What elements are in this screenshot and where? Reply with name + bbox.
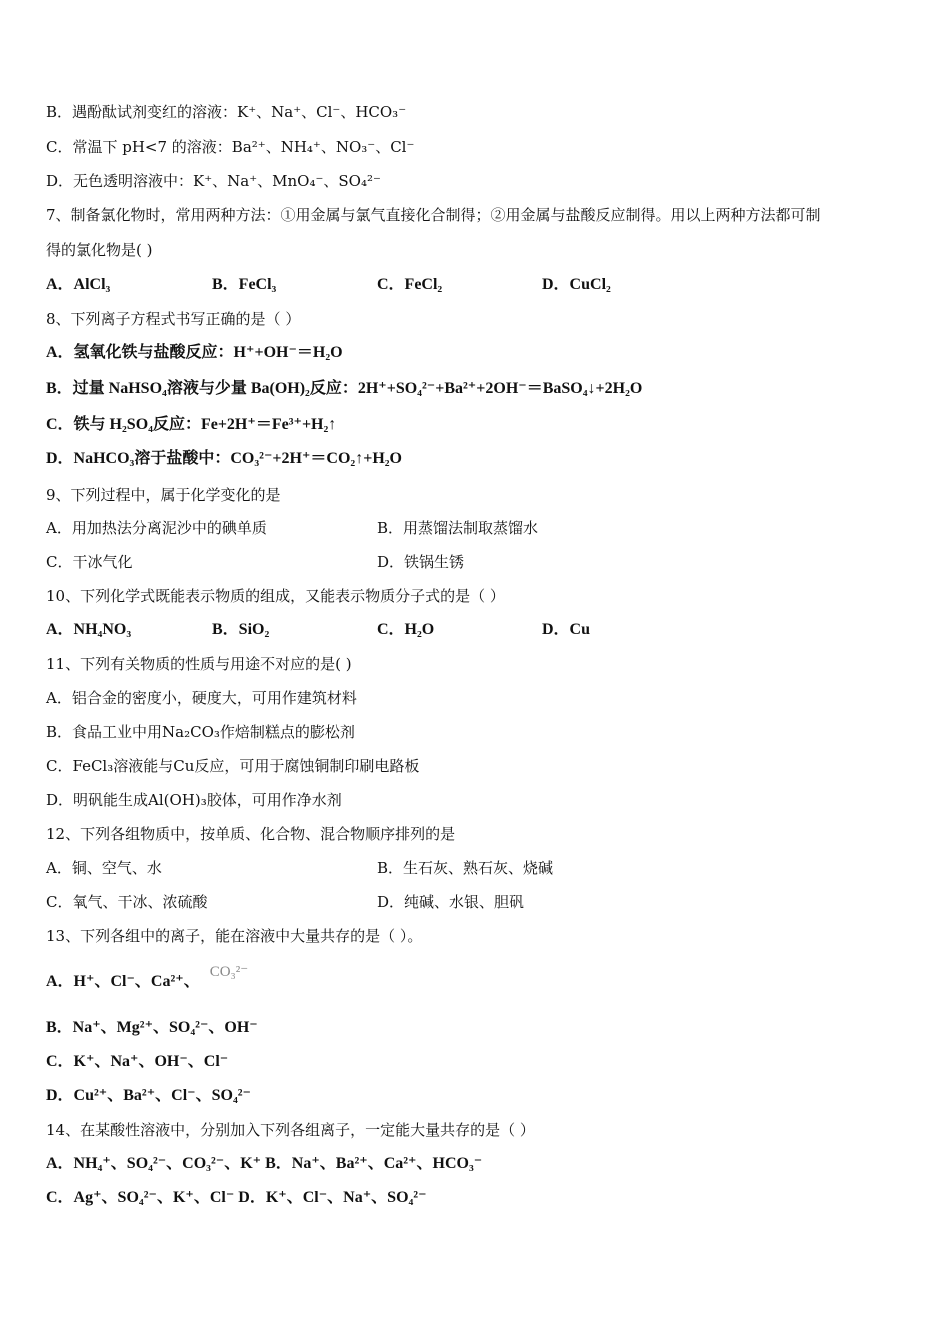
option-row xyxy=(46,620,906,640)
line-text: 7、制备氯化物时，常用两种方法：①用金属与氯气直接化合制得；②用金属与盐酸反应制得。用以上两种方法都可制 xyxy=(46,206,821,224)
line-text: 10、下列化学式既能表示物质的组成，又能表示物质分子式的是（ ） xyxy=(46,587,505,605)
option-B: B．SiO₂ xyxy=(212,621,270,638)
text-line xyxy=(46,1052,228,1072)
text-line xyxy=(46,137,414,157)
text-line xyxy=(46,309,300,329)
text-line xyxy=(46,1154,482,1174)
line-text: A．铝合金的密度小，硬度大，可用作建筑材料 xyxy=(46,689,357,707)
option-C: C．FeCl₂ xyxy=(377,276,443,293)
option-row xyxy=(46,892,906,912)
line-text: B．遇酚酞试剂变红的溶液：K⁺、Na⁺、Cl⁻、HCO₃⁻ xyxy=(46,103,407,121)
option-D: D．Cu xyxy=(542,621,591,638)
option-row xyxy=(46,275,906,295)
line-text: D．NaHCO₃溶于盐酸中：CO₃²⁻+2H⁺＝CO₂↑+H₂O xyxy=(46,450,403,467)
line-text: A．氢氧化铁与盐酸反应：H⁺+OH⁻＝H₂O xyxy=(46,344,343,361)
option-A: A．AlCl₃ xyxy=(46,276,111,293)
line-text: C．常温下 pH<7 的溶液：Ba²⁺、NH₄⁺、NO₃⁻、Cl⁻ xyxy=(46,138,415,156)
line-text: 8、下列离子方程式书写正确的是（ ） xyxy=(46,310,301,328)
option-B: D．铁锅生锈 xyxy=(377,553,465,571)
text-line xyxy=(46,171,381,191)
option-row xyxy=(46,858,906,878)
line-text: C．FeCl₃溶液能与Cu反应，可用于腐蚀铜制印刷电路板 xyxy=(46,757,420,775)
line-text: C．K⁺、Na⁺、OH⁻、Cl⁻ xyxy=(46,1053,229,1070)
text-line xyxy=(46,688,357,708)
text-line xyxy=(46,379,642,399)
line-text: B．过量 NaHSO₄溶液与少量 Ba(OH)₂反应：2H⁺+SO₄²⁻+Ba²⁺+2OH⁻＝BaSO₄↓+2H₂O xyxy=(46,380,643,397)
option-B: B．FeCl₃ xyxy=(212,276,277,293)
text-line xyxy=(46,824,455,844)
text-line xyxy=(46,790,342,810)
text-line xyxy=(46,722,355,742)
text-line xyxy=(46,654,352,674)
text-line xyxy=(46,1018,258,1038)
option-D: D．CuCl₂ xyxy=(542,276,611,293)
option-C: C．H₂O xyxy=(377,621,435,638)
line-text: 12、下列各组物质中，按单质、化合物、混合物顺序排列的是 xyxy=(46,825,456,843)
text-line xyxy=(46,964,249,992)
line-text: 14、在某酸性溶液中，分别加入下列各组离子，一定能大量共存的是（ ） xyxy=(46,1121,535,1139)
text-line xyxy=(46,1086,251,1106)
line-text: A．NH₄⁺、SO₄²⁻、CO₃²⁻、K⁺ B．Na⁺、Ba²⁺、Ca²⁺、HCO₃⁻ xyxy=(46,1155,483,1172)
option-A: A．NH₄NO₃ xyxy=(46,621,132,638)
line-text: 13、下列各组中的离子，能在溶液中大量共存的是（ ）。 xyxy=(46,927,423,945)
option-B: B．用蒸馏法制取蒸馏水 xyxy=(377,519,539,537)
text-line xyxy=(46,240,152,260)
text-line xyxy=(46,1188,427,1208)
option-row xyxy=(46,552,906,572)
option-A: A．用加热法分离泥沙中的碘单质 xyxy=(46,519,267,537)
option-B: D．纯碱、水银、胆矾 xyxy=(377,893,525,911)
line-text: 11、下列有关物质的性质与用途不对应的是( ) xyxy=(46,655,352,673)
line-text: 9、下列过程中，属于化学变化的是 xyxy=(46,486,281,504)
line-text: D．明矾能生成Al(OH)₃胶体，可用作净水剂 xyxy=(46,791,342,809)
text-line xyxy=(46,102,406,122)
line-text: B．食品工业中用Na₂CO₃作焙制糕点的膨松剂 xyxy=(46,723,355,741)
line-text: C．Ag⁺、SO₄²⁻、K⁺、Cl⁻ D．K⁺、Cl⁻、Na⁺、SO₄²⁻ xyxy=(46,1189,427,1206)
line-text: B．Na⁺、Mg²⁺、SO₄²⁻、OH⁻ xyxy=(46,1019,258,1036)
text-line xyxy=(46,343,343,363)
line-text: A．H⁺、Cl⁻、Ca²⁺、 xyxy=(46,973,200,990)
line-text: C．铁与 H₂SO₄反应：Fe+2H⁺＝Fe³⁺+H₂↑ xyxy=(46,416,337,433)
option-B: B．生石灰、熟石灰、烧碱 xyxy=(377,859,554,877)
option-A: A．铜、空气、水 xyxy=(46,859,162,877)
option-A: C．干冰气化 xyxy=(46,553,133,571)
text-line xyxy=(46,1120,535,1140)
text-line xyxy=(46,926,422,946)
option-row xyxy=(46,518,906,538)
text-line xyxy=(46,415,336,435)
line-text: 得的氯化物是( ) xyxy=(46,241,153,259)
text-line xyxy=(46,205,821,225)
line-text: D．无色透明溶液中：K⁺、Na⁺、MnO₄⁻、SO₄²⁻ xyxy=(46,172,381,190)
formula-image: CO₃²⁻ xyxy=(209,964,249,980)
text-line xyxy=(46,449,402,469)
text-line xyxy=(46,586,505,606)
option-A: C．氧气、干冰、浓硫酸 xyxy=(46,893,208,911)
line-text: D．Cu²⁺、Ba²⁺、Cl⁻、SO₄²⁻ xyxy=(46,1087,251,1104)
text-line xyxy=(46,756,419,776)
text-line xyxy=(46,485,281,505)
